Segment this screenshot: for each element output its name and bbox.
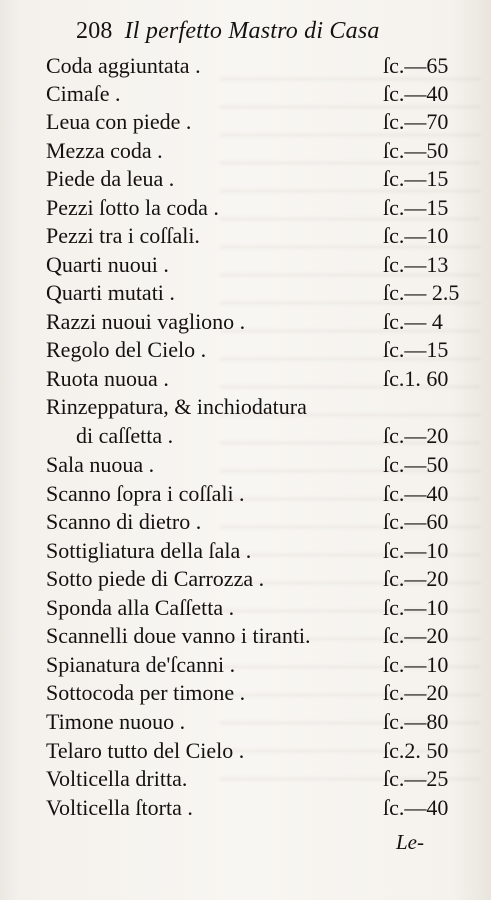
item-price: ſc.—20 <box>383 566 449 591</box>
item-name: Sottocoda per timone . <box>46 680 246 705</box>
price-list-row <box>0 622 491 650</box>
price-list-row <box>0 365 491 393</box>
item-price: ſc.—65 <box>383 53 449 78</box>
item-price: ſc.—40 <box>383 795 449 820</box>
price-list-row <box>0 794 491 822</box>
item-price: ſc.—50 <box>383 138 449 163</box>
item-price: ſc.—20 <box>383 423 449 448</box>
item-name: Scanno di dietro . <box>46 509 202 534</box>
item-price: ſc.—10 <box>383 223 449 248</box>
item-price: ſc.— 4 <box>383 309 443 334</box>
item-name: Quarti nuoui . <box>46 252 169 277</box>
item-name: Telaro tutto del Cielo . <box>46 738 245 763</box>
item-name: Piede da leua . <box>46 166 175 191</box>
price-list-row <box>0 137 491 165</box>
item-price: ſc.—80 <box>383 709 449 734</box>
item-price: ſc.— 2.5 <box>383 280 460 305</box>
item-price: ſc.—40 <box>383 81 449 106</box>
price-list-row <box>0 594 491 622</box>
item-name: Sotto piede di Carrozza . <box>46 566 265 591</box>
price-list-row <box>0 422 491 450</box>
price-list-row <box>0 451 491 479</box>
item-name: Mezza coda . <box>46 138 163 163</box>
price-list-row <box>0 222 491 250</box>
price-list-row <box>0 737 491 765</box>
price-list-row <box>0 651 491 679</box>
price-list-row <box>0 165 491 193</box>
item-name: Leua con piede . <box>46 109 192 134</box>
item-price: ſc.—13 <box>383 252 449 277</box>
price-list-row <box>0 565 491 593</box>
book-title: Il perfetto Mastro di Casa <box>124 18 380 44</box>
item-name: Timone nuouo . <box>46 709 186 734</box>
item-price: ſc.—10 <box>383 538 449 563</box>
item-name: Coda aggiuntata . <box>46 53 201 78</box>
item-name: Scanno ſopra i coſſali . <box>46 481 245 506</box>
item-name: Sponda alla Caſſetta . <box>46 595 235 620</box>
item-name: Rinzeppatura, & inchiodatura <box>46 394 307 419</box>
item-price: ſc.—60 <box>383 509 449 534</box>
price-list-row <box>0 508 491 536</box>
item-name: Razzi nuoui vagliono . <box>46 309 246 334</box>
item-name: Quarti mutati . <box>46 280 175 305</box>
item-price: ſc.—15 <box>383 337 449 362</box>
item-name: Ruota nuoua . <box>46 366 169 391</box>
catchword: Le- <box>396 830 424 854</box>
item-name: Cimaſe . <box>46 81 121 106</box>
item-name: Spianatura de'ſcanni . <box>46 652 236 677</box>
price-list-row <box>0 279 491 307</box>
page-number: 208 <box>76 18 113 44</box>
price-list-row <box>0 108 491 136</box>
item-price: ſc.—20 <box>383 680 449 705</box>
item-price: ſc.—10 <box>383 595 449 620</box>
price-list-row <box>0 251 491 279</box>
price-list-row <box>0 765 491 793</box>
item-price: ſc.1. 60 <box>383 366 449 391</box>
price-list-row <box>0 52 491 80</box>
item-name: Volticella dritta. <box>46 766 188 791</box>
item-price: ſc.—15 <box>383 195 449 220</box>
price-list-row <box>0 537 491 565</box>
item-name: Pezzi tra i coſſali. <box>46 223 200 248</box>
item-price: ſc.—20 <box>383 623 449 648</box>
price-list-row <box>0 336 491 364</box>
item-name: Regolo del Cielo . <box>46 337 207 362</box>
item-name: Pezzi ſotto la coda . <box>46 195 219 220</box>
item-price: ſc.—10 <box>383 652 449 677</box>
price-list-row <box>0 194 491 222</box>
price-list-row <box>0 80 491 108</box>
item-price: ſc.—25 <box>383 766 449 791</box>
price-list-row <box>0 308 491 336</box>
item-name: di caſſetta . <box>76 423 174 448</box>
running-head <box>76 18 380 45</box>
price-list-row <box>0 708 491 736</box>
item-name: Sottigliatura della ſala . <box>46 538 252 563</box>
item-price: ſc.—70 <box>383 109 449 134</box>
item-price: ſc.2. 50 <box>383 738 449 763</box>
item-name: Volticella ſtorta . <box>46 795 193 820</box>
item-price: ſc.—50 <box>383 452 449 477</box>
item-price: ſc.—40 <box>383 481 449 506</box>
item-price: ſc.—15 <box>383 166 449 191</box>
item-name: Sala nuoua . <box>46 452 155 477</box>
price-list-row <box>0 480 491 508</box>
price-list-row <box>0 679 491 707</box>
item-name: Scannelli doue vanno i tiranti. <box>46 623 311 648</box>
price-list-row <box>0 393 491 421</box>
